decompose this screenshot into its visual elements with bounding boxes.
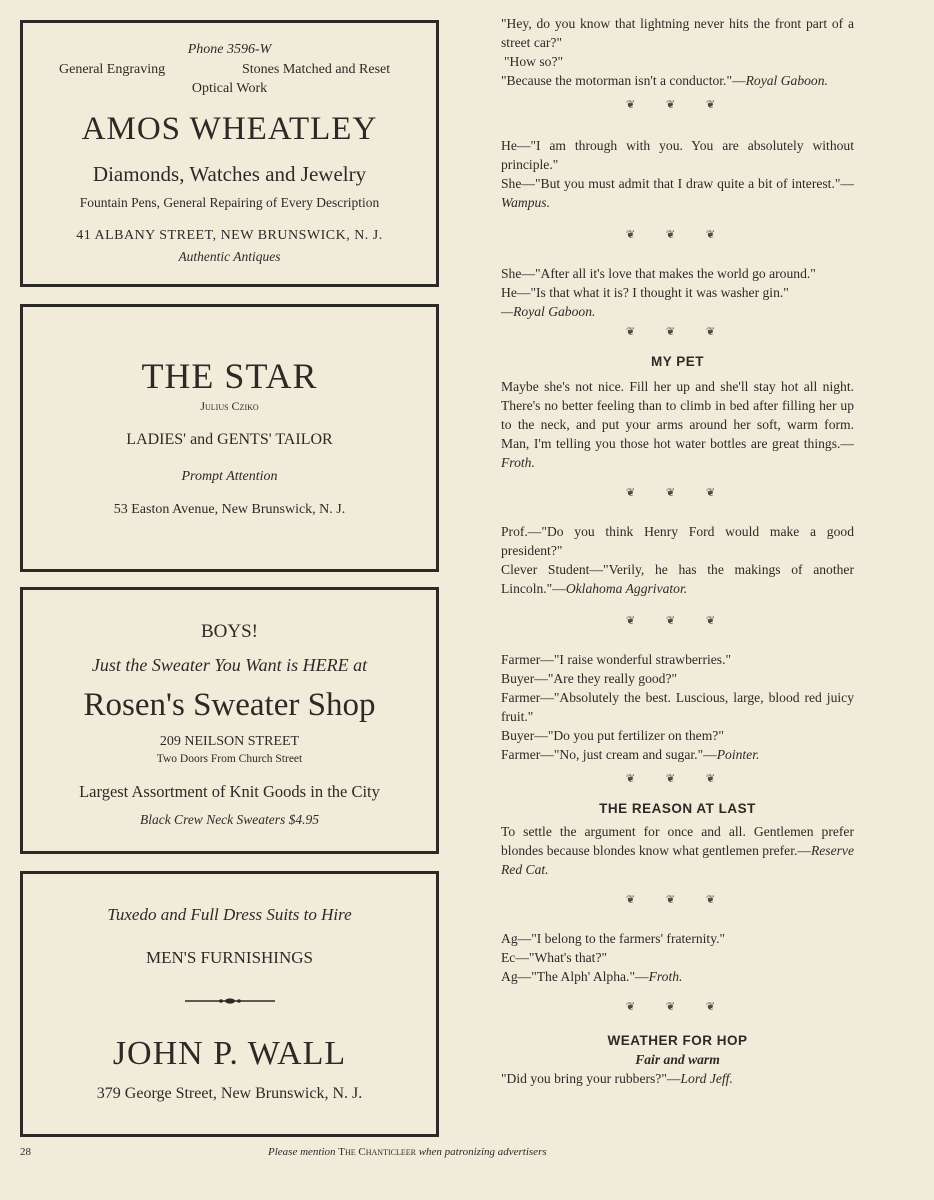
joke-my-pet	[501, 352, 854, 472]
joke-title: MY PET	[650, 354, 704, 369]
ad-address: 53 Easton Avenue, New Brunswick, N. J.	[113, 502, 346, 517]
footer-publication: The Chanticleer	[338, 1146, 416, 1158]
ad-extra: Authentic Antiques	[178, 249, 281, 264]
joke-line: Prof.—"Do you think Henry Ford would make a good president?"	[501, 524, 854, 558]
joke-source: Oklahoma Aggrivator.	[565, 581, 688, 596]
joke-source: Froth.	[648, 969, 683, 984]
joke-title: THE REASON AT LAST	[599, 801, 756, 816]
ornament: ❦ ❦ ❦	[625, 487, 730, 499]
joke-line: Buyer—"Are they really good?"	[501, 671, 678, 686]
joke-henry-ford	[501, 522, 854, 598]
joke-reason-at-last	[501, 799, 854, 879]
joke-line: Farmer—"Absolutely the best. Luscious, large, blood red juicy fruit."	[501, 690, 854, 724]
ad-address: 209 NEILSON STREET	[159, 734, 300, 749]
ad-description: Fountain Pens, General Repairing of Every Description	[79, 195, 380, 210]
ad-name: Rosen's Sweater Shop	[83, 687, 376, 723]
ad-john-p-wall	[20, 871, 439, 1137]
ad-service: LADIES' and GENTS' TAILOR	[126, 431, 333, 448]
ad-name: AMOS WHEATLEY	[81, 111, 378, 147]
joke-weather-for-hop	[501, 1031, 854, 1088]
ad-address: 379 George Street, New Brunswick, N. J.	[96, 1085, 363, 1102]
ornament: ❦ ❦ ❦	[625, 773, 730, 785]
ad-tagline: Just the Sweater You Want is HERE at	[91, 655, 368, 675]
joke-source: Wampus.	[501, 195, 550, 210]
ad-tagline: Diamonds, Watches and Jewelry	[92, 162, 367, 186]
ornament: ❦ ❦ ❦	[625, 615, 730, 627]
ad-optical: Optical Work	[191, 81, 268, 96]
joke-line: Clever Student—"Verily, he has the makings of another Lincoln."—Oklahoma Aggrivator.	[501, 562, 854, 596]
ad-offer: Black Crew Neck Sweaters $4.95	[139, 812, 320, 827]
joke-line: Ag—"I belong to the farmers' fraternity."	[501, 931, 726, 946]
ad-the-star	[20, 304, 439, 572]
joke-line: Maybe she's not nice. Fill her up and she'll stay hot all night. There's no better feeling than to climb in bed after filling her up to the neck, and put your arms around her soft, warm form. Man, I'm telling you those hot water bottles are great things.—Froth.	[501, 379, 854, 470]
joke-line: Farmer—"I raise wonderful strawberries."	[501, 652, 732, 667]
joke-line: Buyer—"Do you put fertilizer on them?"	[501, 728, 724, 743]
joke-line: "Did you bring your rubbers?"—Lord Jeff.	[501, 1071, 733, 1086]
joke-line: Ec—"What's that?"	[501, 950, 608, 965]
joke-line: He—"I am through with you. You are absolutely without principle."	[501, 138, 854, 172]
ad-service-right: Stones Matched and Reset	[242, 62, 391, 77]
ad-rosens-sweater-shop	[20, 587, 439, 854]
joke-subtitle: Fair and warm	[635, 1052, 720, 1067]
joke-title: WEATHER FOR HOP	[607, 1033, 748, 1048]
joke-line: "Hey, do you know that lightning never hits the front part of a street car?"	[501, 16, 854, 50]
joke-strawberries	[501, 650, 854, 764]
joke-source: Reserve Red Cat.	[501, 843, 854, 877]
ad-service-left: General Engraving	[59, 62, 166, 77]
ad-phone: Phone 3596-W	[187, 42, 272, 57]
ad-divider	[23, 994, 436, 1012]
divider-ornament-icon	[185, 995, 275, 1007]
jokes-column	[501, 14, 854, 1088]
joke-source: Froth.	[501, 455, 535, 470]
joke-line: Farmer—"No, just cream and sugar."—Pointer.	[501, 747, 760, 762]
ad-address: 41 ALBANY STREET, NEW BRUNSWICK, N. J.	[76, 228, 383, 243]
ad-claim: Largest Assortment of Knit Goods in the City	[79, 782, 380, 801]
ad-tagline: Tuxedo and Full Dress Suits to Hire	[107, 905, 352, 924]
ornament: ❦ ❦ ❦	[625, 326, 730, 338]
ad-category: MEN'S FURNISHINGS	[146, 948, 313, 967]
ad-amos-wheatley	[20, 20, 439, 287]
ornament: ❦ ❦ ❦	[625, 1001, 730, 1013]
joke-lightning	[501, 14, 854, 90]
joke-line: To settle the argument for once and all. Gentlemen prefer blondes because blondes know what gentlemen prefer.—Reserve Red Cat.	[501, 824, 854, 877]
ad-name: JOHN P. WALL	[112, 1035, 347, 1072]
joke-source: Royal Gaboon.	[745, 73, 828, 88]
joke-source: —Royal Gaboon.	[501, 304, 596, 319]
ornament: ❦ ❦ ❦	[625, 99, 730, 111]
joke-line: Ag—"The Alph' Alpha."—Froth.	[501, 969, 683, 984]
joke-line: He—"Is that what it is? I thought it was washer gin."	[501, 285, 789, 300]
joke-line: She—"After all it's love that makes the world go around."	[501, 266, 816, 281]
ornament: ❦ ❦ ❦	[625, 894, 730, 906]
joke-source: Pointer.	[716, 747, 760, 762]
joke-line: "Because the motorman isn't a conductor."—Royal Gaboon.	[501, 73, 828, 88]
ad-name: THE STAR	[141, 356, 318, 396]
joke-principle	[501, 136, 854, 212]
ornament: ❦ ❦ ❦	[625, 229, 730, 241]
footer-note: Please mention The Chanticleer when patronizing advertisers	[268, 1146, 547, 1158]
page-number: 28	[20, 1146, 31, 1158]
ad-slogan: Prompt Attention	[181, 469, 278, 484]
joke-source: Lord Jeff.	[680, 1071, 733, 1086]
ad-owner: Julius Cziko	[200, 399, 259, 413]
joke-line: "How so?"	[504, 54, 564, 69]
joke-line: She—"But you must admit that I draw quite a bit of interest."—Wampus.	[501, 176, 854, 210]
joke-alph-alpha	[501, 929, 854, 986]
ad-headline: BOYS!	[200, 621, 258, 642]
joke-love	[501, 264, 854, 321]
ad-direction: Two Doors From Church Street	[156, 753, 303, 765]
